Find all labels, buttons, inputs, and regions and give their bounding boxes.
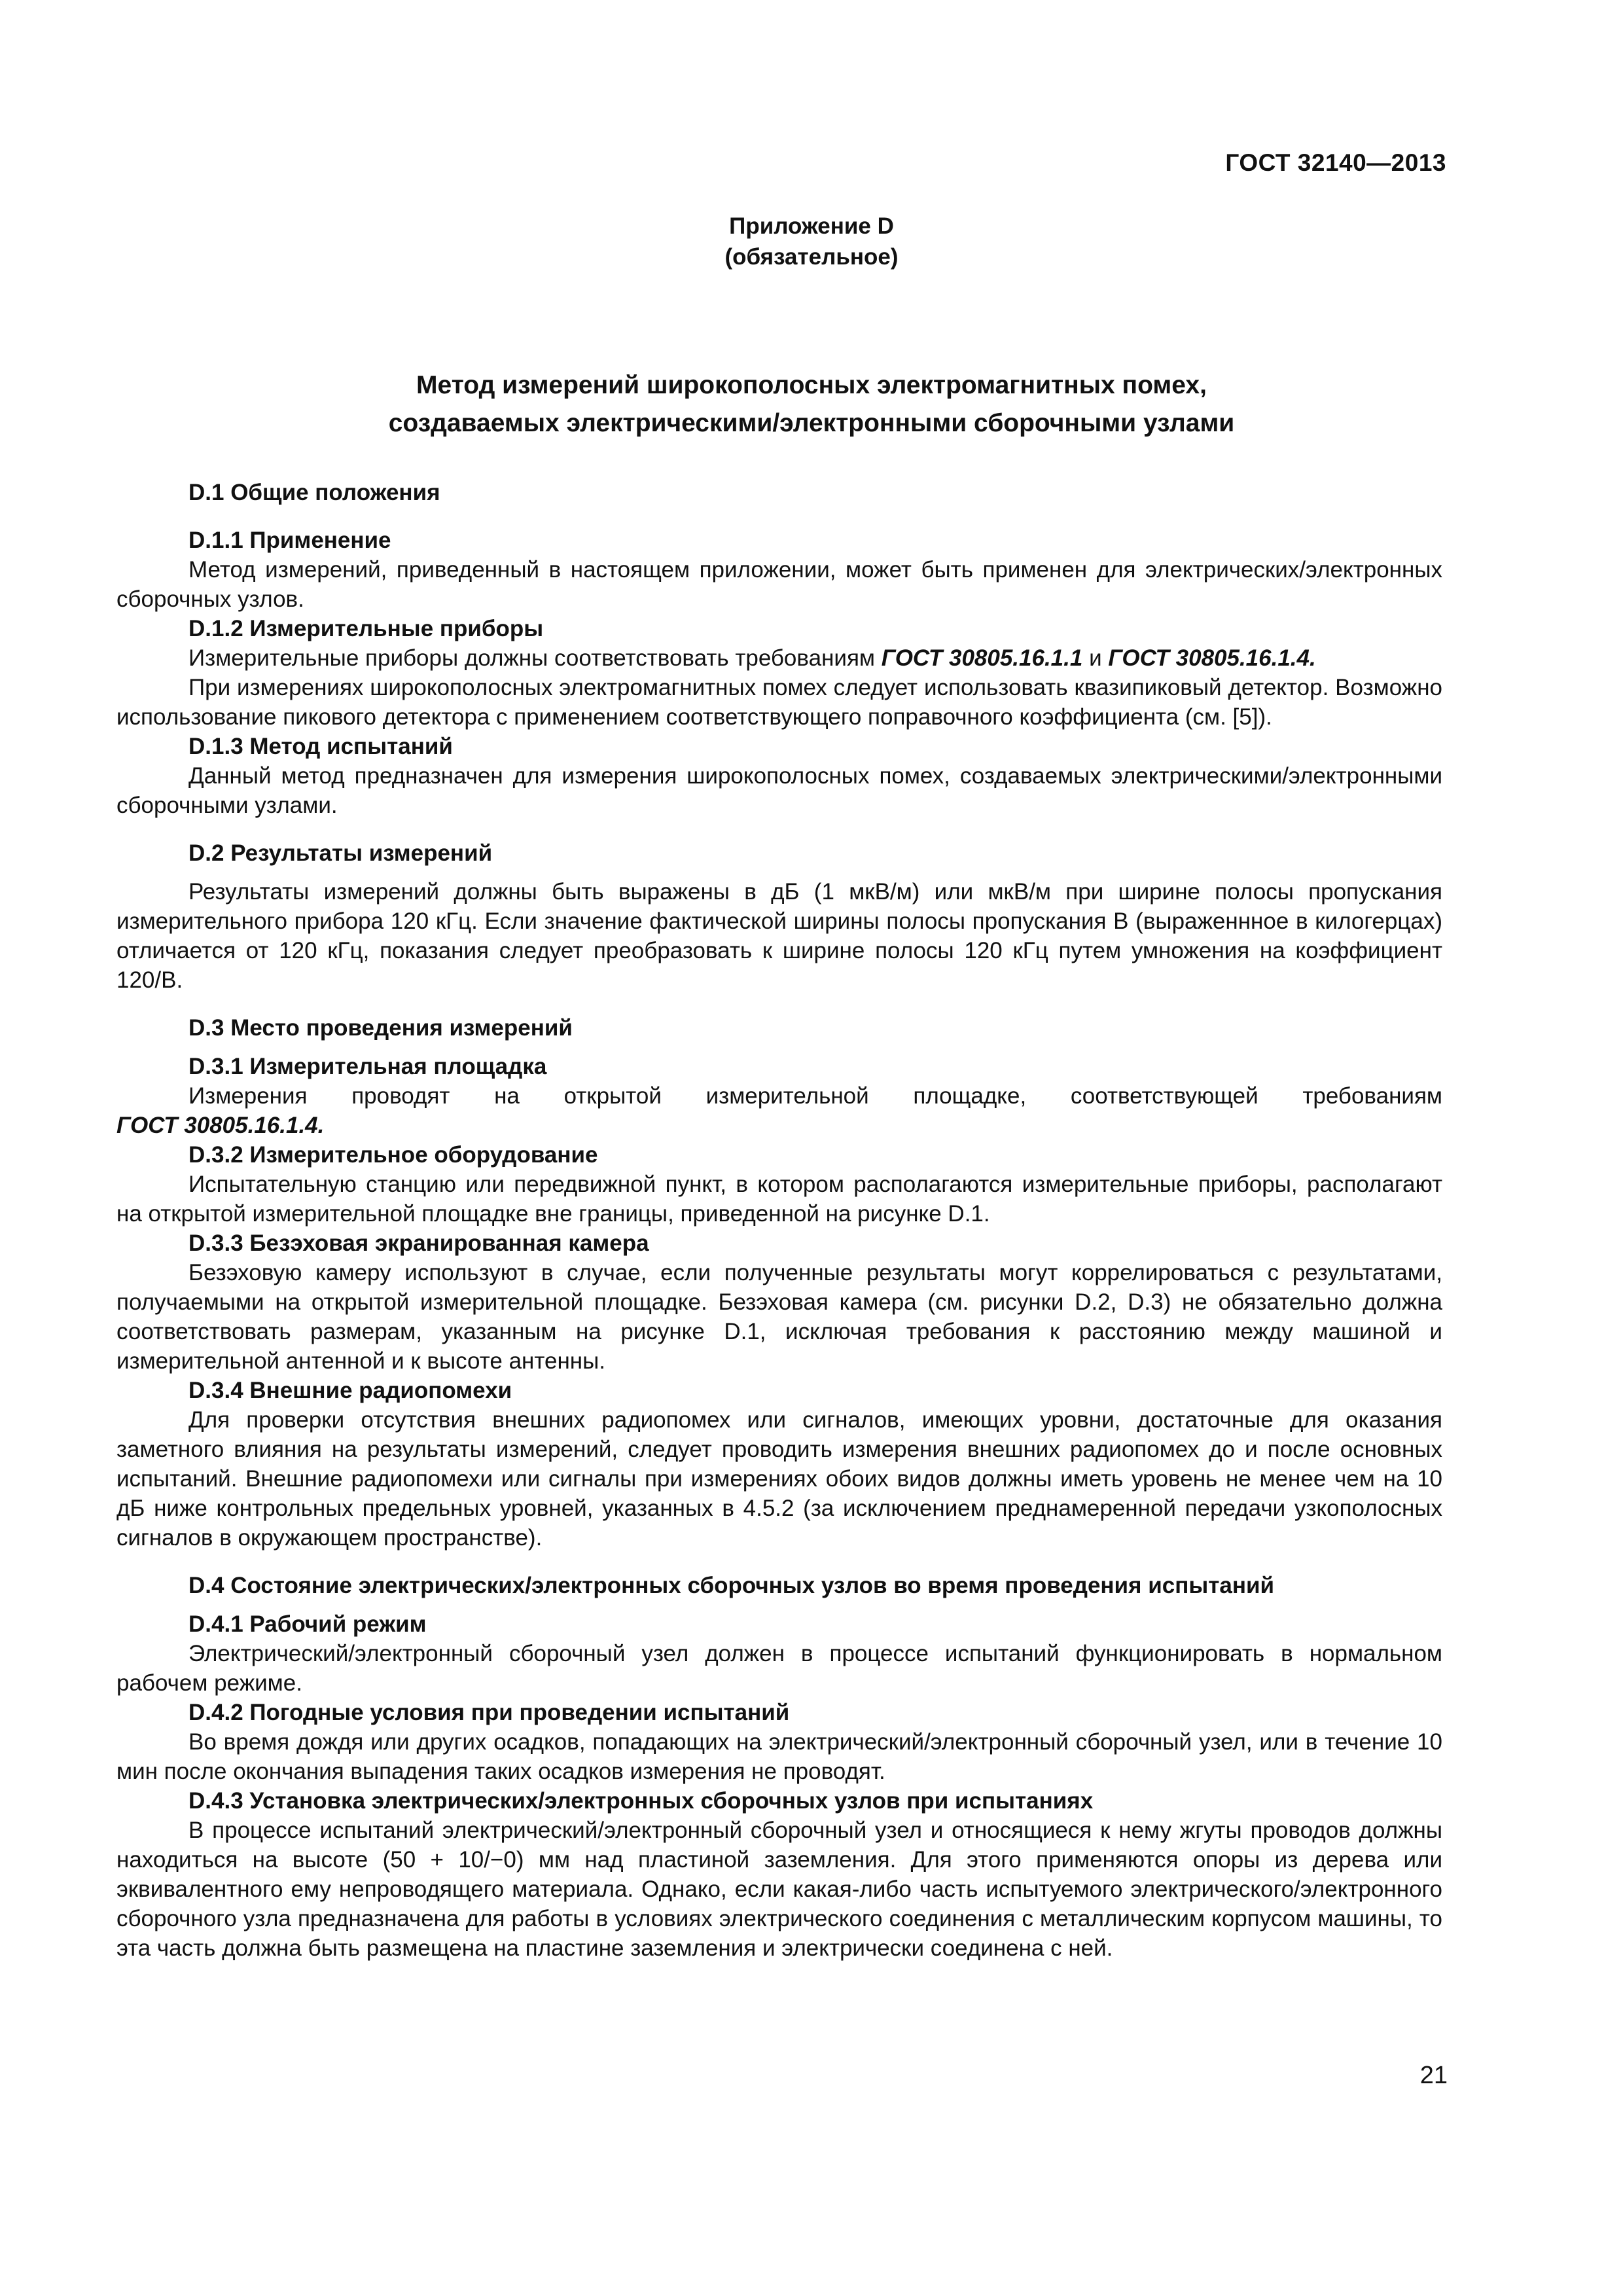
- annex-status: (обязательное): [724, 244, 899, 270]
- section-heading-d3-3: D.3.3 Безэховая экранированная камера: [188, 1230, 649, 1256]
- paragraph-d4-1: Электрический/электронный сборочный узел должен в процессе испытаний функционировать в нормальном рабочем режиме.: [116, 1641, 1442, 1696]
- section-heading-d3-1: D.3.1 Измерительная площадка: [188, 1054, 547, 1079]
- section-heading-d4-2: D.4.2 Погодные условия при проведении испытаний: [188, 1700, 790, 1725]
- paragraph-d1-1: Метод измерений, приведенный в настоящем приложении, может быть применен для электрических/электронных сборочных узлов.: [116, 557, 1442, 612]
- section-heading-d4: D.4 Состояние электрических/электронных сборочных узлов во время проведения испытаний: [188, 1573, 1274, 1598]
- text-run: Измерительные приборы должны соответствовать требованиям: [188, 645, 882, 671]
- paragraph-d1-3: Данный метод предназначен для измерения широкополосных помех, создаваемых электрическими/электронными сборочными узлами.: [116, 763, 1442, 818]
- annex-title: [0, 367, 1623, 442]
- section-heading-d1-2: D.1.2 Измерительные приборы: [188, 616, 544, 641]
- document-code: ГОСТ 32140—2013: [1225, 149, 1446, 176]
- section-heading-d2: D.2 Результаты измерений: [188, 840, 493, 866]
- standard-reference: ГОСТ 30805.16.1.4.: [1108, 645, 1316, 671]
- section-heading-d4-1: D.4.1 Рабочий режим: [188, 1611, 427, 1637]
- section-heading-d3-2: D.3.2 Измерительное оборудование: [188, 1142, 598, 1168]
- standard-reference: ГОСТ 30805.16.1.1: [881, 645, 1083, 671]
- paragraph-d1-2-1: [116, 643, 1442, 673]
- paragraph-d3-4: Для проверки отсутствия внешних радиопомех или сигналов, имеющих уровни, достаточные для оказания заметного влияния на результаты измерений, следует проводить измерения внешних радиопомех до и после основных испытаний. Внешние радиопомехи или сигналы при измерениях обоих видов должны иметь уровень не менее чем на 10 дБ ниже контрольных предельных уровней, указанных в 4.5.2 (за исключением преднамеренной передачи узкополосных сигналов в окружающем пространстве).: [116, 1407, 1442, 1551]
- annex-label: Приложение D: [729, 213, 894, 239]
- paragraph-d3-2: Испытательную станцию или передвижной пункт, в котором располагаются измерительные приборы, располагают на открытой измерительной площадке вне границы, приведенной на рисунке D.1.: [116, 1172, 1442, 1227]
- section-heading-d3-4: D.3.4 Внешние радиопомехи: [188, 1378, 512, 1403]
- page-number: 21: [1419, 2062, 1448, 2089]
- paragraph-d3-1: [116, 1081, 1442, 1111]
- section-heading-d1: D.1 Общие положения: [188, 480, 440, 505]
- paragraph-d2: Результаты измерений должны быть выражены в дБ (1 мкВ/м) или мкВ/м при ширине полосы пропускания измерительного прибора 120 кГц. Если значение фактической ширины полосы пропускания B (выраженнное в килогерцах) отличается от 120 кГц, показания следует преобразовать к ширине полосы 120 кГц путем умножения на коэффициент 120/B.: [116, 879, 1442, 993]
- section-heading-d3: D.3 Место проведения измерений: [188, 1015, 573, 1041]
- text-run: и: [1082, 645, 1109, 671]
- title-line-1: Метод измерений широкополосных электромагнитных помех,: [416, 371, 1207, 399]
- standard-reference: ГОСТ 30805.16.1.4.: [116, 1113, 325, 1138]
- paragraph-d1-2-2: При измерениях широкополосных электромагнитных помех следует использовать квазипиковый детектор. Возможно использование пикового детектора с применением соответствующего поправочного коэффициента (см. [5]).: [116, 675, 1442, 730]
- section-heading-d4-3: D.4.3 Установка электрических/электронных сборочных узлов при испытаниях: [188, 1788, 1094, 1814]
- document-body: [116, 478, 1442, 1963]
- section-heading-d1-1: D.1.1 Применение: [188, 528, 391, 553]
- title-line-2: создаваемых электрическими/электронными сборочными узлами: [388, 409, 1235, 437]
- annex-heading: [0, 211, 1623, 272]
- paragraph-d4-3: В процессе испытаний электрический/электронный сборочный узел и относящиеся к нему жгуты проводов должны находиться на высоте (50 + 10/−0) мм над пластиной заземления. Для этого применяются опоры из дерева или эквивалентного ему непроводящего материала. Однако, если какая-либо часть испытуемого электрического/электронного сборочного узла предназначена для работы в условиях электрического соединения с металлическим корпусом машины, то эта часть должна быть размещена на пластине заземления и электрически соединена с ней.: [116, 1818, 1442, 1961]
- text-run: Измерения проводят на открытой измерительной площадке, соответствующей требованиям: [188, 1083, 1442, 1109]
- paragraph-d4-2: Во время дождя или других осадков, попадающих на электрический/электронный сборочный узел, или в течение 10 мин после окончания выпадения таких осадков измерения не проводят.: [116, 1729, 1442, 1784]
- paragraph-d3-3: Безэховую камеру используют в случае, если полученные результаты могут коррелироваться с результатами, получаемыми на открытой измерительной площадке. Безэховая камера (см. рисунки D.2, D.3) не обязательно должна соответствовать размерам, указанным на рисунке D.1, исключая требования к расстоянию между машиной и измерительной антенной и к высоте антенны.: [116, 1260, 1442, 1374]
- section-heading-d1-3: D.1.3 Метод испытаний: [188, 734, 453, 759]
